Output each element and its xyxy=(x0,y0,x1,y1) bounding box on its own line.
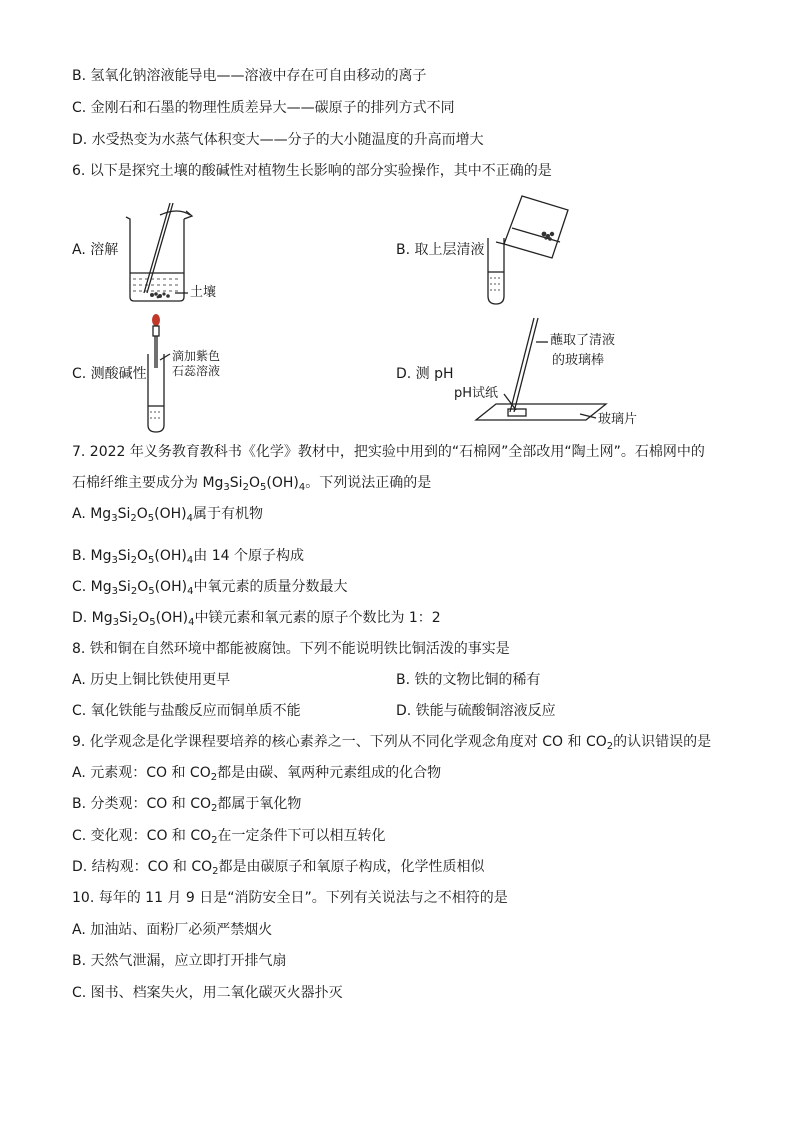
q10-option-b: B. 天然气泄漏，应立即打开排气扇 xyxy=(72,953,287,969)
figure-ph-test xyxy=(448,312,628,427)
q7-stem-line2: 石棉纤维主要成分为 $Mg_3Si_2O_5(OH)_4$。下列说法正确的是 xyxy=(72,475,432,493)
fig-d-label-rod-2: 的玻璃棒 xyxy=(552,353,605,368)
fig-d-label-glass-slide: 玻璃片 xyxy=(598,412,638,427)
figure-pour-supernatant xyxy=(482,188,582,308)
q9-option-c: C. 变化观：CO 和 $CO_2$在一定条件下可以相互转化 xyxy=(72,828,386,846)
fig-c-label-line1: 滴加紫色 xyxy=(172,349,221,363)
q6-stem: 6. 以下是探究土壤的酸碱性对植物生长影响的部分实验操作，其中不正确的是 xyxy=(72,163,552,179)
q5-option-b: B. 氢氧化钠溶液能导电——溶液中存在可自由移动的离子 xyxy=(72,68,427,84)
q5-option-d: D. 水受热变为水蒸气体积变大——分子的大小随温度的升高而增大 xyxy=(72,132,484,148)
q7-stem-line1: 7. 2022 年义务教育教科书《化学》教材中，把实验中用到的“石棉网”全部改用“陶土网”。石棉网中的 xyxy=(72,444,705,460)
fig-a-soil-label: 土壤 xyxy=(190,285,217,300)
q6-option-c: C. 测酸碱性 xyxy=(72,366,147,382)
fig-d-label-rod-1: 蘸取了清液 xyxy=(550,333,616,348)
q5-option-c: C. 金刚石和石墨的物理性质差异大——碳原子的排列方式不同 xyxy=(72,100,455,116)
q7-option-c: C. $Mg_3Si_2O_5(OH)_4$中氧元素的质量分数最大 xyxy=(72,579,348,597)
fig-c-label-line2: 石蕊溶液 xyxy=(172,364,221,378)
q6-option-d: D. 测 pH xyxy=(396,366,454,382)
q7-option-d: D. $Mg_3Si_2O_5(OH)_4$中镁元素和氧元素的原子个数比为 1：2 xyxy=(72,610,441,628)
q6-option-a: A. 溶解 xyxy=(72,242,119,258)
q9-option-d: D. 结构观：CO 和 $CO_2$都是由碳原子和氧原子构成，化学性质相似 xyxy=(72,859,485,877)
q9-option-b: B. 分类观：CO 和 $CO_2$都属于氧化物 xyxy=(72,796,302,814)
q8-option-c: C. 氧化铁能与盐酸反应而铜单质不能 xyxy=(72,703,301,719)
q8-option-d: D. 铁能与硫酸铜溶液反应 xyxy=(396,703,556,719)
fig-d-label-ph-paper: pH试纸 xyxy=(454,386,499,401)
q10-stem: 10. 每年的 11 月 9 日是“消防安全日”。下列有关说法与之不相符的是 xyxy=(72,890,508,906)
q8-option-b: B. 铁的文物比铜的稀有 xyxy=(396,672,541,688)
q9-option-a: A. 元素观：CO 和 $CO_2$都是由碳、氧两种元素组成的化合物 xyxy=(72,765,442,783)
q8-option-a: A. 历史上铜比铁使用更早 xyxy=(72,672,231,688)
q10-option-c: C. 图书、档案失火，用二氧化碳灭火器扑灭 xyxy=(72,985,343,1001)
q6-option-b: B. 取上层清液 xyxy=(396,242,485,258)
q9-stem: 9. 化学观念是化学课程要培养的核心素养之一、下列从不同化学观念角度对 CO 和 $CO_2$的认识错误的是 xyxy=(72,734,712,752)
q7-option-a: A. $Mg_3Si_2O_5(OH)_4$属于有机物 xyxy=(72,506,263,524)
q10-option-a: A. 加油站、面粉厂必须严禁烟火 xyxy=(72,922,273,938)
q7-option-b: B. $Mg_3Si_2O_5(OH)_4$由 14 个原子构成 xyxy=(72,548,304,566)
q8-stem: 8. 铁和铜在自然环境中都能被腐蚀。下列不能说明铁比铜活泼的事实是 xyxy=(72,641,510,657)
